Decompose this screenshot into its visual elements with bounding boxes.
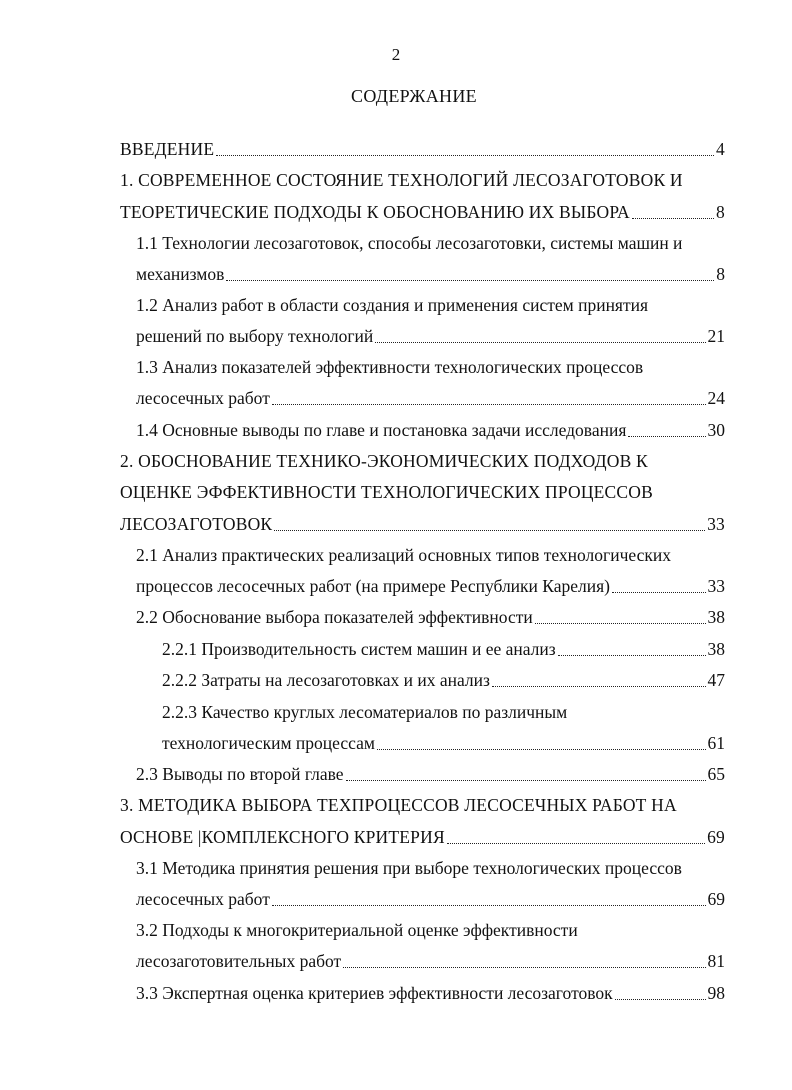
toc-entry-title: 2.2.2 Затраты на лесозаготовках и их анализ [162, 670, 490, 690]
toc-page-number: 61 [707, 733, 725, 753]
toc-entry-title: 3.1 Методика принятия решения при выборе технологических процессов [136, 858, 682, 878]
toc-entry-2-1-cont [136, 571, 725, 601]
toc-entry-chapter-2-cont [120, 477, 725, 507]
page-title: СОДЕРЖАНИЕ [351, 86, 477, 106]
toc-entry-2-3 [136, 759, 725, 789]
toc-entry-title: ЛЕСОЗАГОТОВОК [120, 514, 273, 534]
toc-entry-2-2-3 [162, 697, 725, 727]
toc-entry-chapter-3 [120, 790, 725, 820]
toc-entry-title: лесозаготовительных работ [136, 951, 342, 971]
toc-entry-3-2-cont [136, 946, 725, 976]
leader-dots [447, 843, 705, 844]
leader-dots [558, 655, 706, 656]
toc-entry-title: 1.2 Анализ работ в области создания и применения систем принятия [136, 295, 649, 315]
toc-entry-title: 1.3 Анализ показателей эффективности технологических процессов [136, 357, 644, 377]
toc-page-number: 21 [707, 326, 725, 346]
toc-entry-title: 1.1 Технологии лесозаготовок, способы лесозаготовки, системы машин и [136, 233, 683, 253]
toc-entry-1-1-cont [136, 259, 725, 289]
toc-page-number: 65 [707, 764, 725, 784]
toc-entry-title: процессов лесосечных работ (на примере Республики Карелия) [136, 576, 610, 596]
leader-dots [216, 155, 714, 156]
toc-entry-3-2 [136, 915, 725, 945]
toc-entry-title: 1.4 Основные выводы по главе и постановка задачи исследования [136, 420, 627, 440]
leader-dots [628, 436, 705, 437]
toc-entry-title: лесосечных работ [136, 889, 270, 909]
toc-entry-title: ТЕОРЕТИЧЕСКИЕ ПОДХОДЫ К ОБОСНОВАНИЮ ИХ ВЫБОРА [120, 202, 630, 222]
leader-dots [226, 280, 714, 281]
leader-dots [612, 592, 706, 593]
toc-page-number: 30 [707, 420, 725, 440]
leader-dots [492, 686, 706, 687]
toc-entry-1-2-cont [136, 321, 725, 351]
toc-page-number: 8 [716, 264, 725, 284]
toc-entry-chapter-1-cont [120, 197, 725, 227]
toc-entry-title: решений по выбору технологий [136, 326, 374, 346]
toc-entry-1-2 [136, 290, 725, 320]
toc-entry-title: 2.1 Анализ практических реализаций основных типов технологических [136, 545, 671, 565]
leader-dots [272, 404, 706, 405]
toc-entry-chapter-2-cont2 [120, 509, 725, 539]
toc-entry-2-2-3-cont [162, 728, 725, 758]
toc-page-number: 38 [707, 607, 725, 627]
toc-entry-title: лесосечных работ [136, 388, 270, 408]
leader-dots [375, 342, 705, 343]
toc-page-number: 24 [707, 388, 725, 408]
toc-entry-3-1 [136, 853, 725, 883]
toc-page-number: 33 [707, 576, 725, 596]
leader-dots [274, 530, 705, 531]
toc-entry-title: 3.2 Подходы к многокритериальной оценке эффективности [136, 920, 578, 940]
leader-dots [343, 967, 705, 968]
toc-entry-title: 2.2.3 Качество круглых лесоматериалов по различным [162, 702, 568, 722]
leader-dots [377, 749, 706, 750]
toc-page-number: 38 [707, 639, 725, 659]
toc-page-number: 98 [707, 983, 725, 1003]
toc-entry-title: механизмов [136, 264, 225, 284]
toc-entry-chapter-1 [120, 165, 725, 195]
toc-entry-title: 3. МЕТОДИКА ВЫБОРА ТЕХПРОЦЕССОВ ЛЕСОСЕЧНЫХ РАБОТ НА [120, 795, 677, 815]
toc-page-number: 69 [707, 889, 725, 909]
toc-entry-chapter-3-cont [120, 822, 725, 852]
toc-entry-3-1-cont [136, 884, 725, 914]
toc-entry-title: 2. ОБОСНОВАНИЕ ТЕХНИКО-ЭКОНОМИЧЕСКИХ ПОДХОДОВ К [120, 451, 648, 471]
toc-page-number: 69 [707, 827, 725, 847]
toc-page-number: 81 [707, 951, 725, 971]
page-number: 2 [391, 45, 401, 64]
toc-page-number: 33 [707, 514, 725, 534]
toc-entry-2-2-2 [162, 665, 725, 695]
toc-entry-title: 2.2 Обоснование выбора показателей эффективности [136, 607, 533, 627]
leader-dots [632, 218, 714, 219]
leader-dots [346, 780, 706, 781]
toc-entry-1-4 [136, 415, 725, 445]
toc-entry-2-1 [136, 540, 725, 570]
toc-page-number: 4 [716, 139, 725, 159]
toc-entry-title: ОЦЕНКЕ ЭФФЕКТИВНОСТИ ТЕХНОЛОГИЧЕСКИХ ПРОЦЕССОВ [120, 482, 654, 502]
toc-page-number: 47 [707, 670, 725, 690]
toc-entry-title: ВВЕДЕНИЕ [120, 139, 215, 159]
toc-entry-2-2 [136, 602, 725, 632]
toc-entry-1-3-cont [136, 383, 725, 413]
toc-entry-title: 2.3 Выводы по второй главе [136, 764, 344, 784]
toc-page-number: 8 [716, 202, 725, 222]
toc-entry-title: технологическим процессам [162, 733, 375, 753]
toc-entry-title: 1. СОВРЕМЕННОЕ СОСТОЯНИЕ ТЕХНОЛОГИЙ ЛЕСОЗАГОТОВОК И [120, 170, 683, 190]
leader-dots [615, 999, 706, 1000]
toc-entry-title: 2.2.1 Производительность систем машин и ее анализ [162, 639, 556, 659]
toc-entry-introduction [120, 134, 725, 164]
toc-entry-1-3 [136, 352, 725, 382]
toc-entry-title: 3.3 Экспертная оценка критериев эффективности лесозаготовок [136, 983, 613, 1003]
toc-entry-2-2-1 [162, 634, 725, 664]
toc-entry-title: ОСНОВЕ |КОМПЛЕКСНОГО КРИТЕРИЯ [120, 827, 445, 847]
toc-entry-chapter-2 [120, 446, 725, 476]
toc-entry-1-1 [136, 228, 725, 258]
leader-dots [535, 623, 706, 624]
toc-entry-3-3 [136, 978, 725, 1008]
leader-dots [272, 905, 706, 906]
